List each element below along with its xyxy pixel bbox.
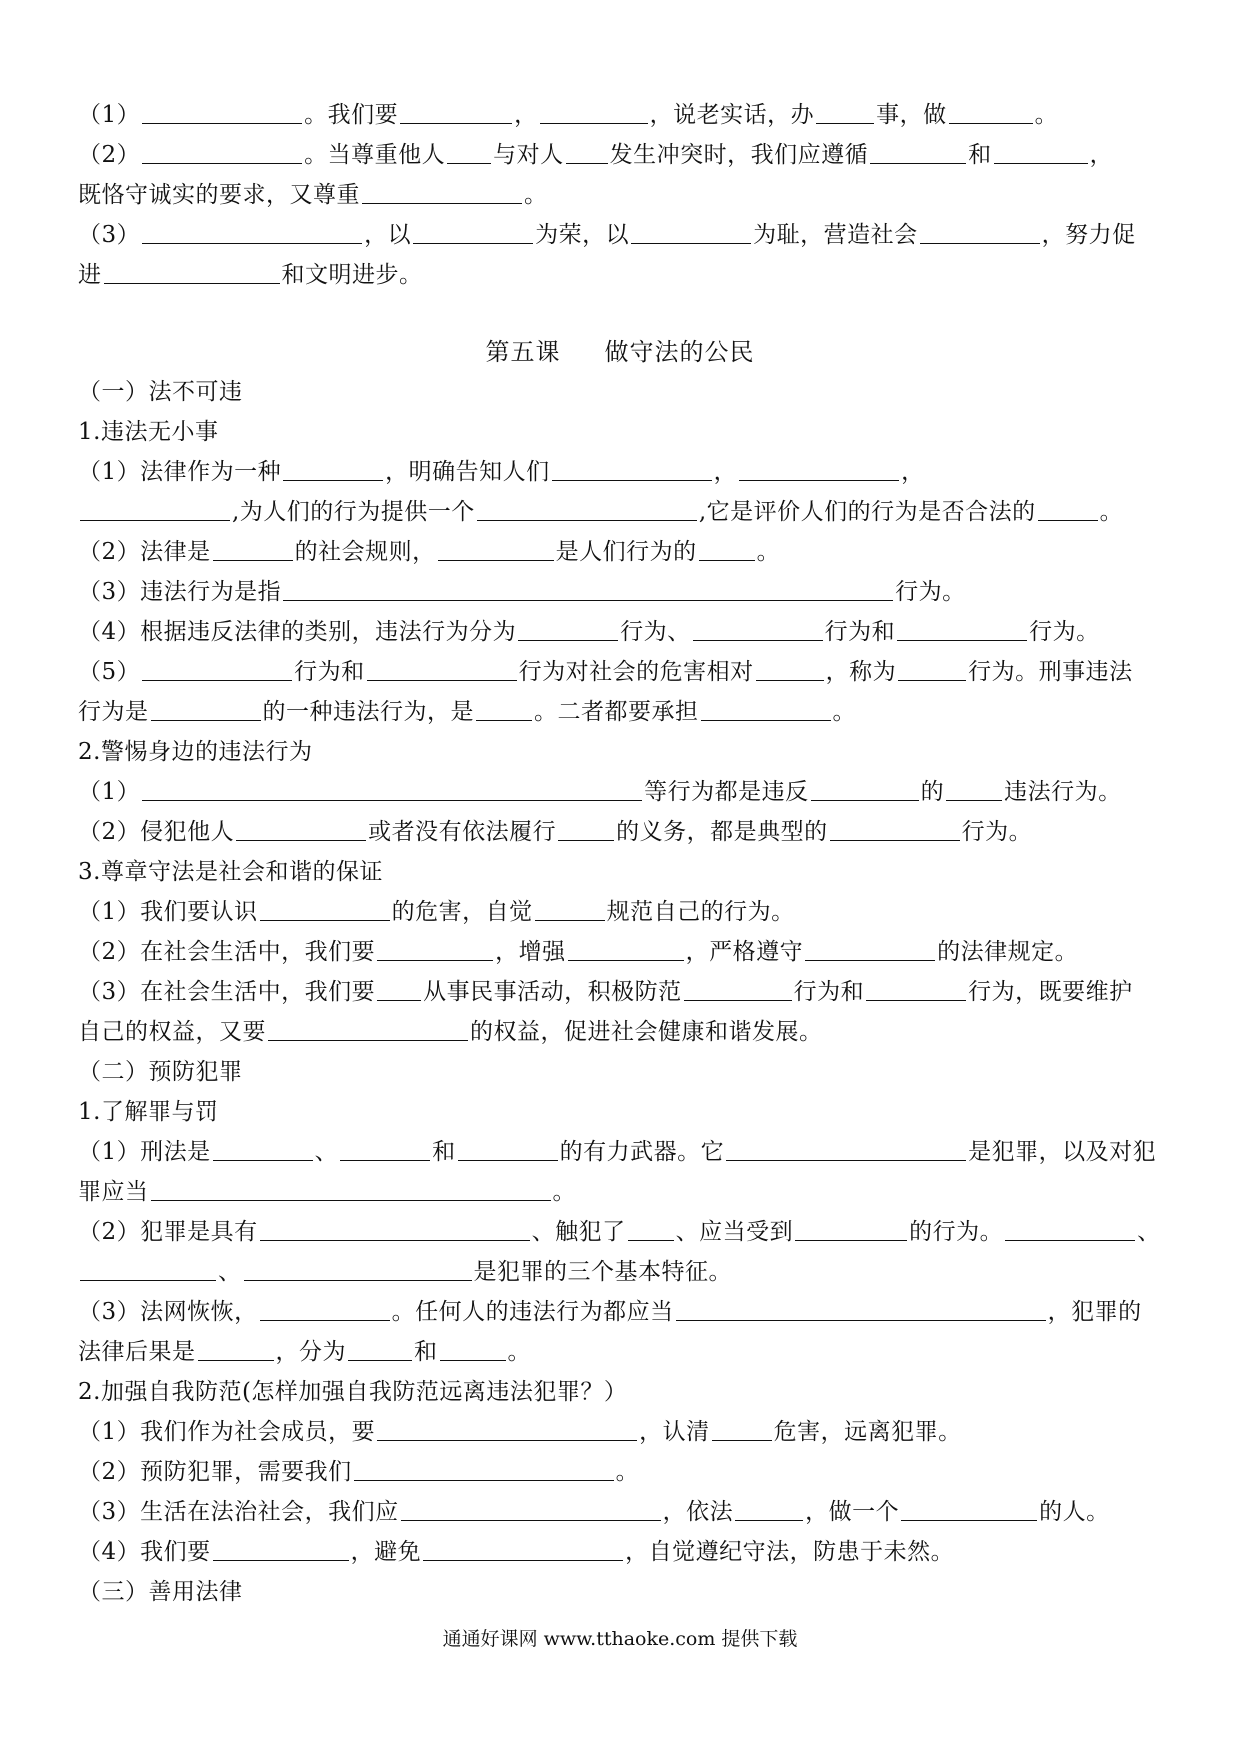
worksheet-line — [78, 572, 1168, 612]
line-text: （三）善用法律 — [78, 1579, 243, 1605]
line-text: 、 — [314, 1139, 339, 1165]
fill-in-blank[interactable] — [440, 1336, 506, 1361]
fill-in-blank[interactable] — [726, 1136, 966, 1161]
fill-in-blank[interactable] — [283, 576, 893, 601]
worksheet-line — [78, 812, 1168, 852]
fill-in-blank[interactable] — [901, 1496, 1037, 1521]
worksheet-line — [78, 175, 1168, 215]
worksheet-line — [78, 1052, 1168, 1092]
worksheet-line — [78, 1212, 1168, 1252]
line-text: 、 — [1137, 1219, 1161, 1245]
line-text: 。 — [1034, 102, 1059, 128]
fill-in-blank[interactable] — [816, 99, 874, 124]
fill-in-blank[interactable] — [870, 139, 966, 164]
line-text: ，明确告知人们 — [385, 459, 550, 485]
worksheet-line — [78, 412, 1168, 452]
fill-in-blank[interactable] — [476, 696, 532, 721]
line-text: ，说老实话，办 — [649, 102, 815, 128]
line-text: ,它是评价人们的行为是否合法的 — [698, 499, 1036, 525]
fill-in-blank[interactable] — [458, 1136, 558, 1161]
worksheet-line — [78, 95, 1168, 135]
line-text: （2）侵犯他人 — [78, 819, 235, 845]
fill-in-blank[interactable] — [142, 219, 362, 244]
line-text: 行为是 — [78, 699, 149, 725]
line-text: 行为。 — [1029, 619, 1100, 645]
fill-in-blank[interactable] — [244, 1256, 472, 1281]
line-text: ，增强 — [495, 939, 566, 965]
line-text: 事，做 — [876, 102, 947, 128]
line-text: 行为，既要维护 — [968, 979, 1133, 1005]
lesson-heading — [0, 332, 1240, 372]
line-text: 的危害，自觉 — [391, 899, 533, 925]
fill-in-blank[interactable] — [367, 656, 517, 681]
line-text: 规范自己的行为。 — [606, 899, 795, 925]
line-text: 为荣，以 — [535, 222, 630, 248]
fill-in-blank[interactable] — [104, 259, 280, 284]
fill-in-blank[interactable] — [213, 1536, 349, 1561]
line-text: ，分为 — [275, 1339, 346, 1365]
line-text: （4）我们要 — [78, 1539, 211, 1565]
line-text: 行为和 — [294, 659, 365, 685]
fill-in-blank[interactable] — [712, 1416, 772, 1441]
fill-in-blank[interactable] — [438, 536, 554, 561]
line-text: 1.违法无小事 — [78, 419, 219, 445]
line-text: 行为。 — [895, 579, 966, 605]
line-text: 。 — [552, 1179, 576, 1205]
line-text: 危害，远离犯罪。 — [773, 1419, 962, 1445]
fill-in-blank[interactable] — [898, 656, 966, 681]
fill-in-blank[interactable] — [552, 456, 712, 481]
worksheet-line — [78, 892, 1168, 932]
worksheet-line — [78, 612, 1168, 652]
line-text: （3）生活在法治社会，我们应 — [78, 1499, 399, 1525]
line-text: ，依法 — [662, 1499, 734, 1525]
worksheet-line — [78, 452, 1168, 492]
fill-in-blank[interactable] — [260, 896, 390, 921]
line-text: 的权益，促进社会健康和谐发展。 — [470, 1019, 823, 1045]
line-text: （1）我们作为社会成员，要 — [78, 1419, 376, 1445]
line-text: 与对人 — [493, 142, 564, 168]
line-text: 是犯罪的三个基本特征。 — [473, 1259, 732, 1285]
line-text: 。当尊重他人 — [304, 142, 446, 168]
fill-in-blank[interactable] — [518, 616, 618, 641]
fill-in-blank[interactable] — [377, 1416, 637, 1441]
line-text: 。 — [524, 182, 548, 208]
fill-in-blank[interactable] — [811, 776, 919, 801]
fill-in-blank[interactable] — [1038, 496, 1098, 521]
line-text: （3）在社会生活中，我们要 — [78, 979, 376, 1005]
line-text: ，严格遵守 — [685, 939, 804, 965]
fill-in-blank[interactable] — [631, 219, 751, 244]
fill-in-blank[interactable] — [260, 1216, 530, 1241]
line-text: 的社会规则， — [294, 539, 436, 565]
line-text: （1）法律作为一种 — [78, 459, 282, 485]
worksheet-line — [78, 492, 1168, 532]
worksheet-line — [78, 532, 1168, 572]
fill-in-blank[interactable] — [80, 1256, 216, 1281]
fill-in-blank[interactable] — [348, 1336, 412, 1361]
fill-in-blank[interactable] — [946, 776, 1002, 801]
line-text: （3）法网恢恢， — [78, 1299, 258, 1325]
fill-in-blank[interactable] — [423, 1536, 623, 1561]
line-text: （一）法不可违 — [78, 379, 243, 405]
line-text: 违法行为。 — [1004, 779, 1122, 805]
worksheet-line — [78, 372, 1168, 412]
fill-in-blank[interactable] — [1005, 1216, 1135, 1241]
fill-in-blank[interactable] — [80, 496, 230, 521]
line-text: 是人们行为的 — [555, 539, 697, 565]
line-text: 的法律规定。 — [937, 939, 1079, 965]
line-text: 的义务，都是典型的 — [616, 819, 828, 845]
fill-in-blank[interactable] — [413, 219, 533, 244]
fill-in-blank[interactable] — [949, 99, 1033, 124]
line-text: 。 — [507, 1339, 531, 1365]
line-text: （1）我们要认识 — [78, 899, 258, 925]
line-text: 的有力武器。它 — [559, 1139, 725, 1165]
fill-in-blank[interactable] — [920, 219, 1040, 244]
fill-in-blank[interactable] — [477, 496, 697, 521]
line-text: ， — [901, 459, 925, 485]
line-text: （1）刑法是 — [78, 1139, 211, 1165]
line-text: （1） — [78, 779, 141, 805]
worksheet-line — [78, 1252, 1168, 1292]
fill-in-blank[interactable] — [830, 816, 960, 841]
line-text: （2） — [78, 142, 141, 168]
fill-in-blank[interactable] — [142, 99, 302, 124]
fill-in-blank[interactable] — [447, 139, 491, 164]
fill-in-blank[interactable] — [198, 1336, 274, 1361]
line-text: 、触犯了 — [531, 1219, 626, 1245]
fill-in-blank[interactable] — [151, 1176, 551, 1201]
fill-in-blank[interactable] — [699, 536, 755, 561]
worksheet-line — [78, 1452, 1168, 1492]
fill-in-blank[interactable] — [735, 1496, 803, 1521]
line-text: （2）在社会生活中，我们要 — [78, 939, 376, 965]
line-text: ， — [713, 459, 738, 485]
lesson-title: 第五课 — [485, 338, 561, 366]
footer-credit: 通通好课网 www.tthaoke.com 提供下载 — [442, 1628, 798, 1650]
line-text: 。 — [1099, 499, 1124, 525]
line-text: 既恪守诚实的要求，又尊重 — [78, 182, 360, 208]
line-text: （2）法律是 — [78, 539, 211, 565]
fill-in-blank[interactable] — [377, 976, 421, 1001]
fill-in-blank[interactable] — [400, 99, 512, 124]
fill-in-blank[interactable] — [558, 816, 614, 841]
line-text: 等行为都是违反 — [644, 779, 809, 805]
fill-in-blank[interactable] — [401, 1496, 661, 1521]
fill-in-blank[interactable] — [151, 696, 261, 721]
lesson-subtitle: 做守法的公民 — [604, 338, 755, 366]
line-text: 行为和 — [824, 619, 896, 645]
line-text: ，自觉遵纪守法，防患于未然。 — [625, 1539, 955, 1565]
worksheet-line — [78, 1172, 1168, 1212]
fill-in-blank[interactable] — [994, 139, 1088, 164]
line-text: （3） — [78, 222, 141, 248]
worksheet-line — [78, 255, 1168, 295]
line-text: 的人。 — [1039, 1499, 1110, 1525]
line-text: 为耻，营造社会 — [753, 222, 918, 248]
line-text: 是犯罪，以及对犯 — [968, 1139, 1157, 1165]
line-text: 行为和 — [793, 979, 865, 1005]
fill-in-blank[interactable] — [377, 936, 493, 961]
worksheet-line — [78, 972, 1168, 1012]
line-text: 。任何人的违法行为都应当 — [391, 1299, 674, 1325]
line-text: 法律后果是 — [78, 1339, 196, 1365]
line-text: 和 — [968, 142, 992, 168]
fill-in-blank[interactable] — [676, 1296, 1046, 1321]
fill-in-blank[interactable] — [701, 696, 831, 721]
line-text: 行为。刑事违法 — [968, 659, 1133, 685]
fill-in-blank[interactable] — [268, 1016, 468, 1041]
fill-in-blank[interactable] — [213, 1136, 313, 1161]
worksheet-line — [78, 772, 1168, 812]
line-text: 罪应当 — [78, 1179, 149, 1205]
line-text: （1） — [78, 102, 141, 128]
fill-in-blank[interactable] — [213, 536, 293, 561]
worksheet-line — [78, 1012, 1168, 1052]
fill-in-blank[interactable] — [540, 99, 648, 124]
fill-in-blank[interactable] — [628, 1216, 674, 1241]
line-text: 的 — [920, 779, 945, 805]
line-text: 、 — [218, 1259, 242, 1285]
fill-in-blank[interactable] — [739, 456, 899, 481]
line-text: （二）预防犯罪 — [78, 1059, 243, 1085]
line-text: ， — [1089, 142, 1114, 168]
line-text: 。我们要 — [304, 102, 399, 128]
line-text: （5） — [78, 659, 141, 685]
fill-in-blank[interactable] — [566, 139, 608, 164]
line-text: 进 — [78, 262, 102, 288]
fill-in-blank[interactable] — [693, 616, 823, 641]
fill-in-blank[interactable] — [260, 1296, 390, 1321]
fill-in-blank[interactable] — [354, 1456, 614, 1481]
worksheet-line — [78, 135, 1168, 175]
worksheet-line — [78, 1492, 1168, 1532]
fill-in-blank[interactable] — [805, 936, 935, 961]
line-text: 1.了解罪与罚 — [78, 1099, 219, 1125]
worksheet-line — [78, 1372, 1168, 1412]
worksheet-line — [78, 692, 1168, 732]
fill-in-blank[interactable] — [897, 616, 1027, 641]
line-text: （2）犯罪是具有 — [78, 1219, 258, 1245]
fill-in-blank[interactable] — [142, 139, 302, 164]
worksheet-line — [78, 215, 1168, 255]
line-text: 发生冲突时，我们应遵循 — [609, 142, 869, 168]
line-text: 、应当受到 — [675, 1219, 794, 1245]
worksheet-line — [78, 1572, 1168, 1612]
line-text: 行为。 — [961, 819, 1033, 845]
worksheet-line — [78, 1292, 1168, 1332]
line-text: ，努力促 — [1041, 222, 1136, 248]
fill-in-blank[interactable] — [283, 456, 383, 481]
worksheet-line — [78, 1412, 1168, 1452]
line-text: 的一种违法行为，是 — [262, 699, 474, 725]
line-text: 行为对社会的危害相对 — [518, 659, 754, 685]
fill-in-blank[interactable] — [142, 776, 642, 801]
worksheet-line — [78, 1092, 1168, 1132]
fill-in-blank[interactable] — [340, 1136, 430, 1161]
line-text: 从事民事活动，积极防范 — [423, 979, 682, 1005]
fill-in-blank[interactable] — [236, 816, 366, 841]
line-text: 或者没有依法履行 — [368, 819, 557, 845]
line-text: 2.加强自我防范(怎样加强自我防范远离违法犯罪？） — [78, 1379, 628, 1405]
line-text: 。 — [756, 539, 781, 565]
line-text: 的行为。 — [909, 1219, 1004, 1245]
line-text: 。 — [615, 1459, 640, 1485]
fill-in-blank[interactable] — [866, 976, 966, 1001]
line-text: （3）违法行为是指 — [78, 579, 282, 605]
line-text: 3.尊章守法是社会和谐的保证 — [78, 859, 383, 885]
worksheet-line — [78, 852, 1168, 892]
fill-in-blank[interactable] — [568, 936, 684, 961]
worksheet-line — [78, 1532, 1168, 1572]
line-text: ，称为 — [825, 659, 897, 685]
line-text: ，认清 — [639, 1419, 710, 1445]
line-text: ，犯罪的 — [1047, 1299, 1142, 1325]
line-text: （4）根据违反法律的类别，违法行为分为 — [78, 619, 517, 645]
line-text: 。二者都要承担 — [534, 699, 699, 725]
worksheet-line — [78, 652, 1168, 692]
worksheet-line — [78, 932, 1168, 972]
fill-in-blank[interactable] — [142, 656, 292, 681]
worksheet-line — [78, 1332, 1168, 1372]
line-text: ，做一个 — [805, 1499, 900, 1525]
line-text: 和 — [432, 1139, 456, 1165]
line-text: 2.警惕身边的违法行为 — [78, 739, 313, 765]
line-text: 自己的权益，又要 — [78, 1019, 266, 1045]
line-text: 和文明进步。 — [281, 262, 423, 288]
line-text: 和 — [414, 1339, 438, 1365]
line-text: ，以 — [364, 222, 412, 248]
fill-in-blank[interactable] — [756, 656, 824, 681]
line-text: ， — [514, 102, 538, 128]
fill-in-blank[interactable] — [684, 976, 792, 1001]
line-text: 行为、 — [620, 619, 691, 645]
worksheet-line — [78, 732, 1168, 772]
line-text: 。 — [832, 699, 856, 725]
worksheet-line — [78, 1132, 1168, 1172]
fill-in-blank[interactable] — [795, 1216, 907, 1241]
fill-in-blank[interactable] — [535, 896, 605, 921]
fill-in-blank[interactable] — [362, 179, 522, 204]
line-text: ,为人们的行为提供一个 — [232, 499, 475, 525]
line-text: ，避免 — [350, 1539, 422, 1565]
line-text: （2）预防犯罪，需要我们 — [78, 1459, 352, 1485]
